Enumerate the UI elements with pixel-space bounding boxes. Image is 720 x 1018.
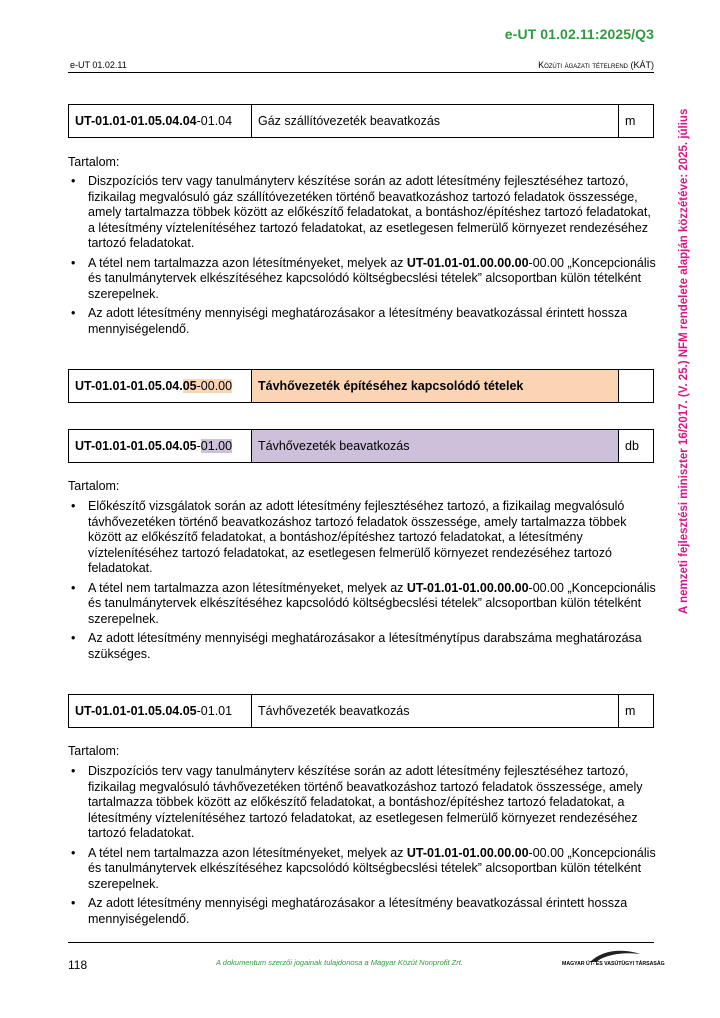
item-title: Távhővezeték beavatkozás [252,430,619,463]
item-unit [619,370,654,403]
item-table-gas [68,104,654,138]
bullet-list [68,764,658,931]
list-item: • A tétel nem tartalmazza azon létesítményeket, melyek az UT-01.01-01.00.00.00-00.00 „Koncepcionális és tanulmánytervek elkészítéséhez kapcsolódó költségbecslési tételek” alcsoportban külön tételként szerepelnek. [68,256,658,303]
list-item: • Előkészítő vizsgálatok során az adott létesítmény fejlesztéséhez tartozó, a fizikailag megvalósuló távhővezetéken történő beavatkozáshoz tartozó feladatok összessége, amely tartalmazza többek között az előkészítő feladatokat, a bontáshoz/építéshez tartozó feladatokat, a létesítmény víztelenítéséhez tartozó feladatokat, az esetlegesen felmerülő környezet rendezéséhez tartozó feladatokat. [68,499,658,577]
publication-side-note: A nemzeti fejlesztési miniszter 16/2017. (V. 25.) NFM rendelete alapján közzétéve: 2025. július [678,108,690,614]
bullet-list [68,174,658,341]
page-number: 118 [68,958,88,972]
logo-text: MAGYAR ÚT- ÉS VASÚTÜGYI TÁRSASÁG [562,961,665,967]
item-code: UT-01.01-01.05.04.04-01.04 [69,105,252,138]
item-unit: m [619,105,654,138]
header-divider [68,72,654,73]
list-item: • Diszpozíciós terv vagy tanulmányterv készítése során az adott létesítmény fejlesztéséhez tartozó, fizikailag megvalósuló távhővezetéken történő beavatkozáshoz tartozó feladatok összessége, amely tartalmazza többek között az előkészítő feladatokat, a bontáshoz/építéshez tartozó feladatokat, a létesítmény víztelenítéséhez tartozó feladatokat, az esetlegesen felmerülő környezet rendezéséhez tartozó feladatokat. [68,764,658,842]
item-table-district-heating-db [68,429,654,463]
item-code: UT-01.01-01.05.04.05-01.01 [69,695,252,728]
list-item: • Az adott létesítmény mennyiségi meghatározásakor a létesítmény beavatkozással érintett hossza mennyiségelendő. [68,306,658,337]
tartalom-label: Tartalom: [68,479,120,493]
list-item: • A tétel nem tartalmazza azon létesítményeket, melyek az UT-01.01-01.00.00.00-00.00 „Koncepcionális és tanulmánytervek elkészítéséhez kapcsolódó költségbecslési tételek” alcsoportban külön tételként szerepelnek. [68,581,658,628]
header-left: e-UT 01.02.11 [70,60,127,70]
header-right: Közúti ágazati tételrend (KÁT) [538,60,654,70]
list-item: • Az adott létesítmény mennyiségi meghatározásakor a létesítménytípus darabszáma meghatározása szükséges. [68,631,658,662]
list-item: • A tétel nem tartalmazza azon létesítményeket, melyek az UT-01.01-01.00.00.00-00.00 „Koncepcionális és tanulmánytervek elkészítéséhez kapcsolódó költségbecslési tételek” alcsoportban külön tételként szerepelnek. [68,846,658,893]
tartalom-label: Tartalom: [68,155,120,169]
list-item: • Diszpozíciós terv vagy tanulmányterv készítése során az adott létesítmény fejlesztéséhez tartozó, fizikailag megvalósuló gáz szállítóvezetéken történő beavatkozáshoz tartozó feladatok összessége, amely tartalmazza többek között az előkészítő feladatokat, a bontáshoz/építéshez tartozó feladatokat, a létesítmény víztelenítéséhez tartozó feladatokat, az esetlegesen felmerülő környezet rendezéséhez tartozó feladatokat. [68,174,658,252]
document-code: e-UT 01.02.11:2025/Q3 [504,26,654,42]
bullet-list [68,499,658,666]
list-item: • Az adott létesítmény mennyiségi meghatározásakor a létesítmény beavatkozással érintett hossza mennyiségelendő. [68,896,658,927]
tartalom-label: Tartalom: [68,744,120,758]
item-code: UT-01.01-01.05.04.05-00.00 [69,370,252,403]
item-unit: db [619,430,654,463]
item-table-district-heating-group [68,369,654,403]
item-table-district-heating-m [68,694,654,728]
item-title: Távhővezeték építéséhez kapcsolódó tételek [252,370,619,403]
copyright-notice: A dokumentum szerzői jogainak tulajdonosa a Magyar Közút Nonprofit Zrt. [216,958,463,967]
footer-divider [68,942,654,943]
item-title: Gáz szállítóvezeték beavatkozás [252,105,619,138]
item-code: UT-01.01-01.05.04.05-01.00 [69,430,252,463]
item-title: Távhővezeték beavatkozás [252,695,619,728]
item-unit: m [619,695,654,728]
